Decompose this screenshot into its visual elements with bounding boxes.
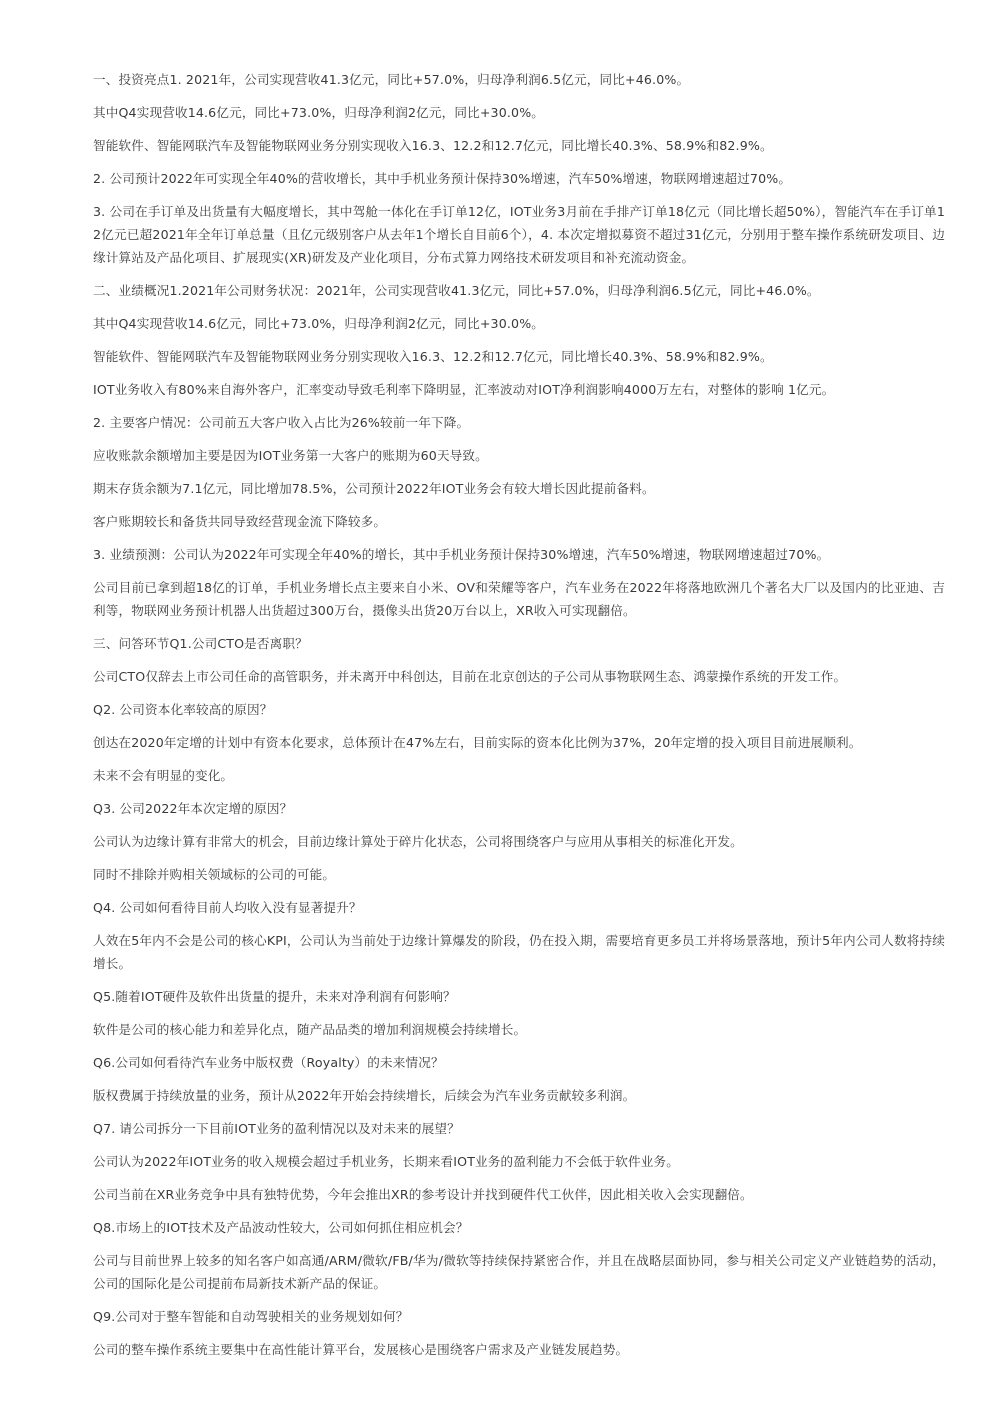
paragraph-qa-a7: 公司认为2022年IOT业务的收入规模会超过手机业务，长期来看IOT业务的盈利能力不会低于软件业务。 (93, 1154, 679, 1169)
paragraph-iot-overseas: IOT业务收入有80%来自海外客户，汇率变动导致毛利率下降明显，汇率波动对IOT净利润影响4000万左右，对整体的影响 1亿元。 (93, 382, 835, 397)
paragraph-major-customers: 2. 主要客户情况：公司前五大客户收入占比为26%较前一年下降。 (93, 415, 470, 430)
paragraph-highlights-intro: 一、投资亮点1. 2021年，公司实现营收41.3亿元，同比+57.0%，归母净利润6.5亿元，同比+46.0%。 (93, 72, 690, 87)
paragraph-qa-q3: Q3. 公司2022年本次定增的原因？ (93, 801, 293, 816)
paragraph-cash-flow: 客户账期较长和备货共同导致经营现金流下降较多。 (93, 514, 387, 529)
paragraph-performance-forecast: 3. 业绩预测：公司认为2022年可实现全年40%的增长，其中手机业务预计保持30%增速，汽车50%增速，物联网增速超过70%。 (93, 547, 830, 562)
paragraph-qa-q1: 三、问答环节Q1.公司CTO是否离职？ (93, 636, 308, 651)
paragraph-qa-q6: Q6.公司如何看待汽车业务中版权费（Royalty）的未来情况？ (93, 1055, 444, 1070)
paragraph-segment-revenue-repeat: 智能软件、智能网联汽车及智能物联网业务分别实现收入16.3、12.2和12.7亿元，同比增长40.3%、58.9%和82.9%。 (93, 349, 773, 364)
paragraph-order-details: 公司目前已拿到超18亿的订单，手机业务增长点主要来自小米、OV和荣耀等客户，汽车业务在2022年将落地欧洲几个著名大厂以及国内的比亚迪、吉利等，物联网业务预计机器人出货超过300万台，摄像头出货20万台以上，XR收入可实现翻倍。 (93, 580, 945, 618)
paragraph-q4-results-repeat: 其中Q4实现营收14.6亿元，同比+73.0%，归母净利润2亿元，同比+30.0%。 (93, 316, 545, 331)
document-body (93, 68, 945, 1371)
paragraph-receivables: 应收账款余额增加主要是因为IOT业务第一大客户的账期为60天导致。 (93, 448, 488, 463)
paragraph-q4-results: 其中Q4实现营收14.6亿元，同比+73.0%，归母净利润2亿元，同比+30.0%。 (93, 105, 545, 120)
paragraph-qa-q4: Q4. 公司如何看待目前人均收入没有显著提升？ (93, 900, 362, 915)
paragraph-qa-a3: 公司认为边缘计算有非常大的机会，目前边缘计算处于碎片化状态，公司将围绕客户与应用从事相关的标准化开发。 (93, 834, 743, 849)
paragraph-qa-a2: 创达在2020年定增的计划中有资本化要求，总体预计在47%左右，目前实际的资本化比例为37%，20年定增的投入项目目前进展顺利。 (93, 735, 862, 750)
paragraph-qa-q9: Q9.公司对于整车智能和自动驾驶相关的业务规划如何？ (93, 1309, 409, 1324)
paragraph-qa-q5: Q5.随着IOT硬件及软件出货量的提升，未来对净利润有何影响？ (93, 989, 456, 1004)
paragraph-qa-a7-cont: 公司当前在XR业务竞争中具有独特优势，今年会推出XR的参考设计并找到硬件代工伙伴，因此相关收入会实现翻倍。 (93, 1187, 753, 1202)
paragraph-qa-a2-cont: 未来不会有明显的变化。 (93, 768, 234, 783)
paragraph-qa-q8: Q8.市场上的IOT技术及产品波动性较大，公司如何抓住相应机会？ (93, 1220, 469, 1235)
paragraph-qa-q2: Q2. 公司资本化率较高的原因？ (93, 702, 273, 717)
paragraph-performance-overview: 二、业绩概况1.2021年公司财务状况：2021年，公司实现营收41.3亿元，同比+57.0%，归母净利润6.5亿元，同比+46.0%。 (93, 283, 820, 298)
paragraph-qa-a4: 人效在5年内不会是公司的核心KPI，公司认为当前处于边缘计算爆发的阶段，仍在投入期，需要培育更多员工并将场景落地，预计5年内公司人数将持续增长。 (93, 933, 945, 971)
paragraph-2022-growth-forecast: 2. 公司预计2022年可实现全年40%的营收增长，其中手机业务预计保持30%增速，汽车50%增速，物联网增速超过70%。 (93, 171, 792, 186)
paragraph-qa-a5: 软件是公司的核心能力和差异化点，随产品品类的增加利润规模会持续增长。 (93, 1022, 527, 1037)
paragraph-orders-and-placement: 3. 公司在手订单及出货量有大幅度增长，其中驾舱一体化在手订单12亿，IOT业务3月前在手排产订单18亿元（同比增长超50%），智能汽车在手订单12亿元已超2021年全年订单总量（且亿元级别客户从去年1个增长自目前6个），4. 本次定增拟募资不超过31亿元，分别用于整车操作系统研发项目、边缘计算站及产品化项目、扩展现实(XR)研发及产业化项目，分布式算力网络技术研发项目和补充流动资金。 (93, 204, 945, 265)
paragraph-qa-a9: 公司的整车操作系统主要集中在高性能计算平台，发展核心是围绕客户需求及产业链发展趋势。 (93, 1342, 629, 1357)
paragraph-qa-a6: 版权费属于持续放量的业务，预计从2022年开始会持续增长，后续会为汽车业务贡献较多利润。 (93, 1088, 636, 1103)
paragraph-qa-a3-cont: 同时不排除并购相关领域标的公司的可能。 (93, 867, 336, 882)
paragraph-qa-a8: 公司与目前世界上较多的知名客户如高通/ARM/微软/FB/华为/微软等持续保持紧密合作，并且在战略层面协同，参与相关公司定义产业链趋势的活动，公司的国际化是公司提前布局新技术新产品的保证。 (93, 1253, 945, 1291)
paragraph-inventory: 期末存货余额为7.1亿元，同比增加78.5%，公司预计2022年IOT业务会有较大增长因此提前备料。 (93, 481, 655, 496)
paragraph-qa-a1: 公司CTO仅辞去上市公司任命的高管职务，并未离开中科创达，目前在北京创达的子公司从事物联网生态、鸿蒙操作系统的开发工作。 (93, 669, 847, 684)
paragraph-qa-q7: Q7. 请公司拆分一下目前IOT业务的盈利情况以及对未来的展望？ (93, 1121, 460, 1136)
paragraph-segment-revenue: 智能软件、智能网联汽车及智能物联网业务分别实现收入16.3、12.2和12.7亿元，同比增长40.3%、58.9%和82.9%。 (93, 138, 773, 153)
